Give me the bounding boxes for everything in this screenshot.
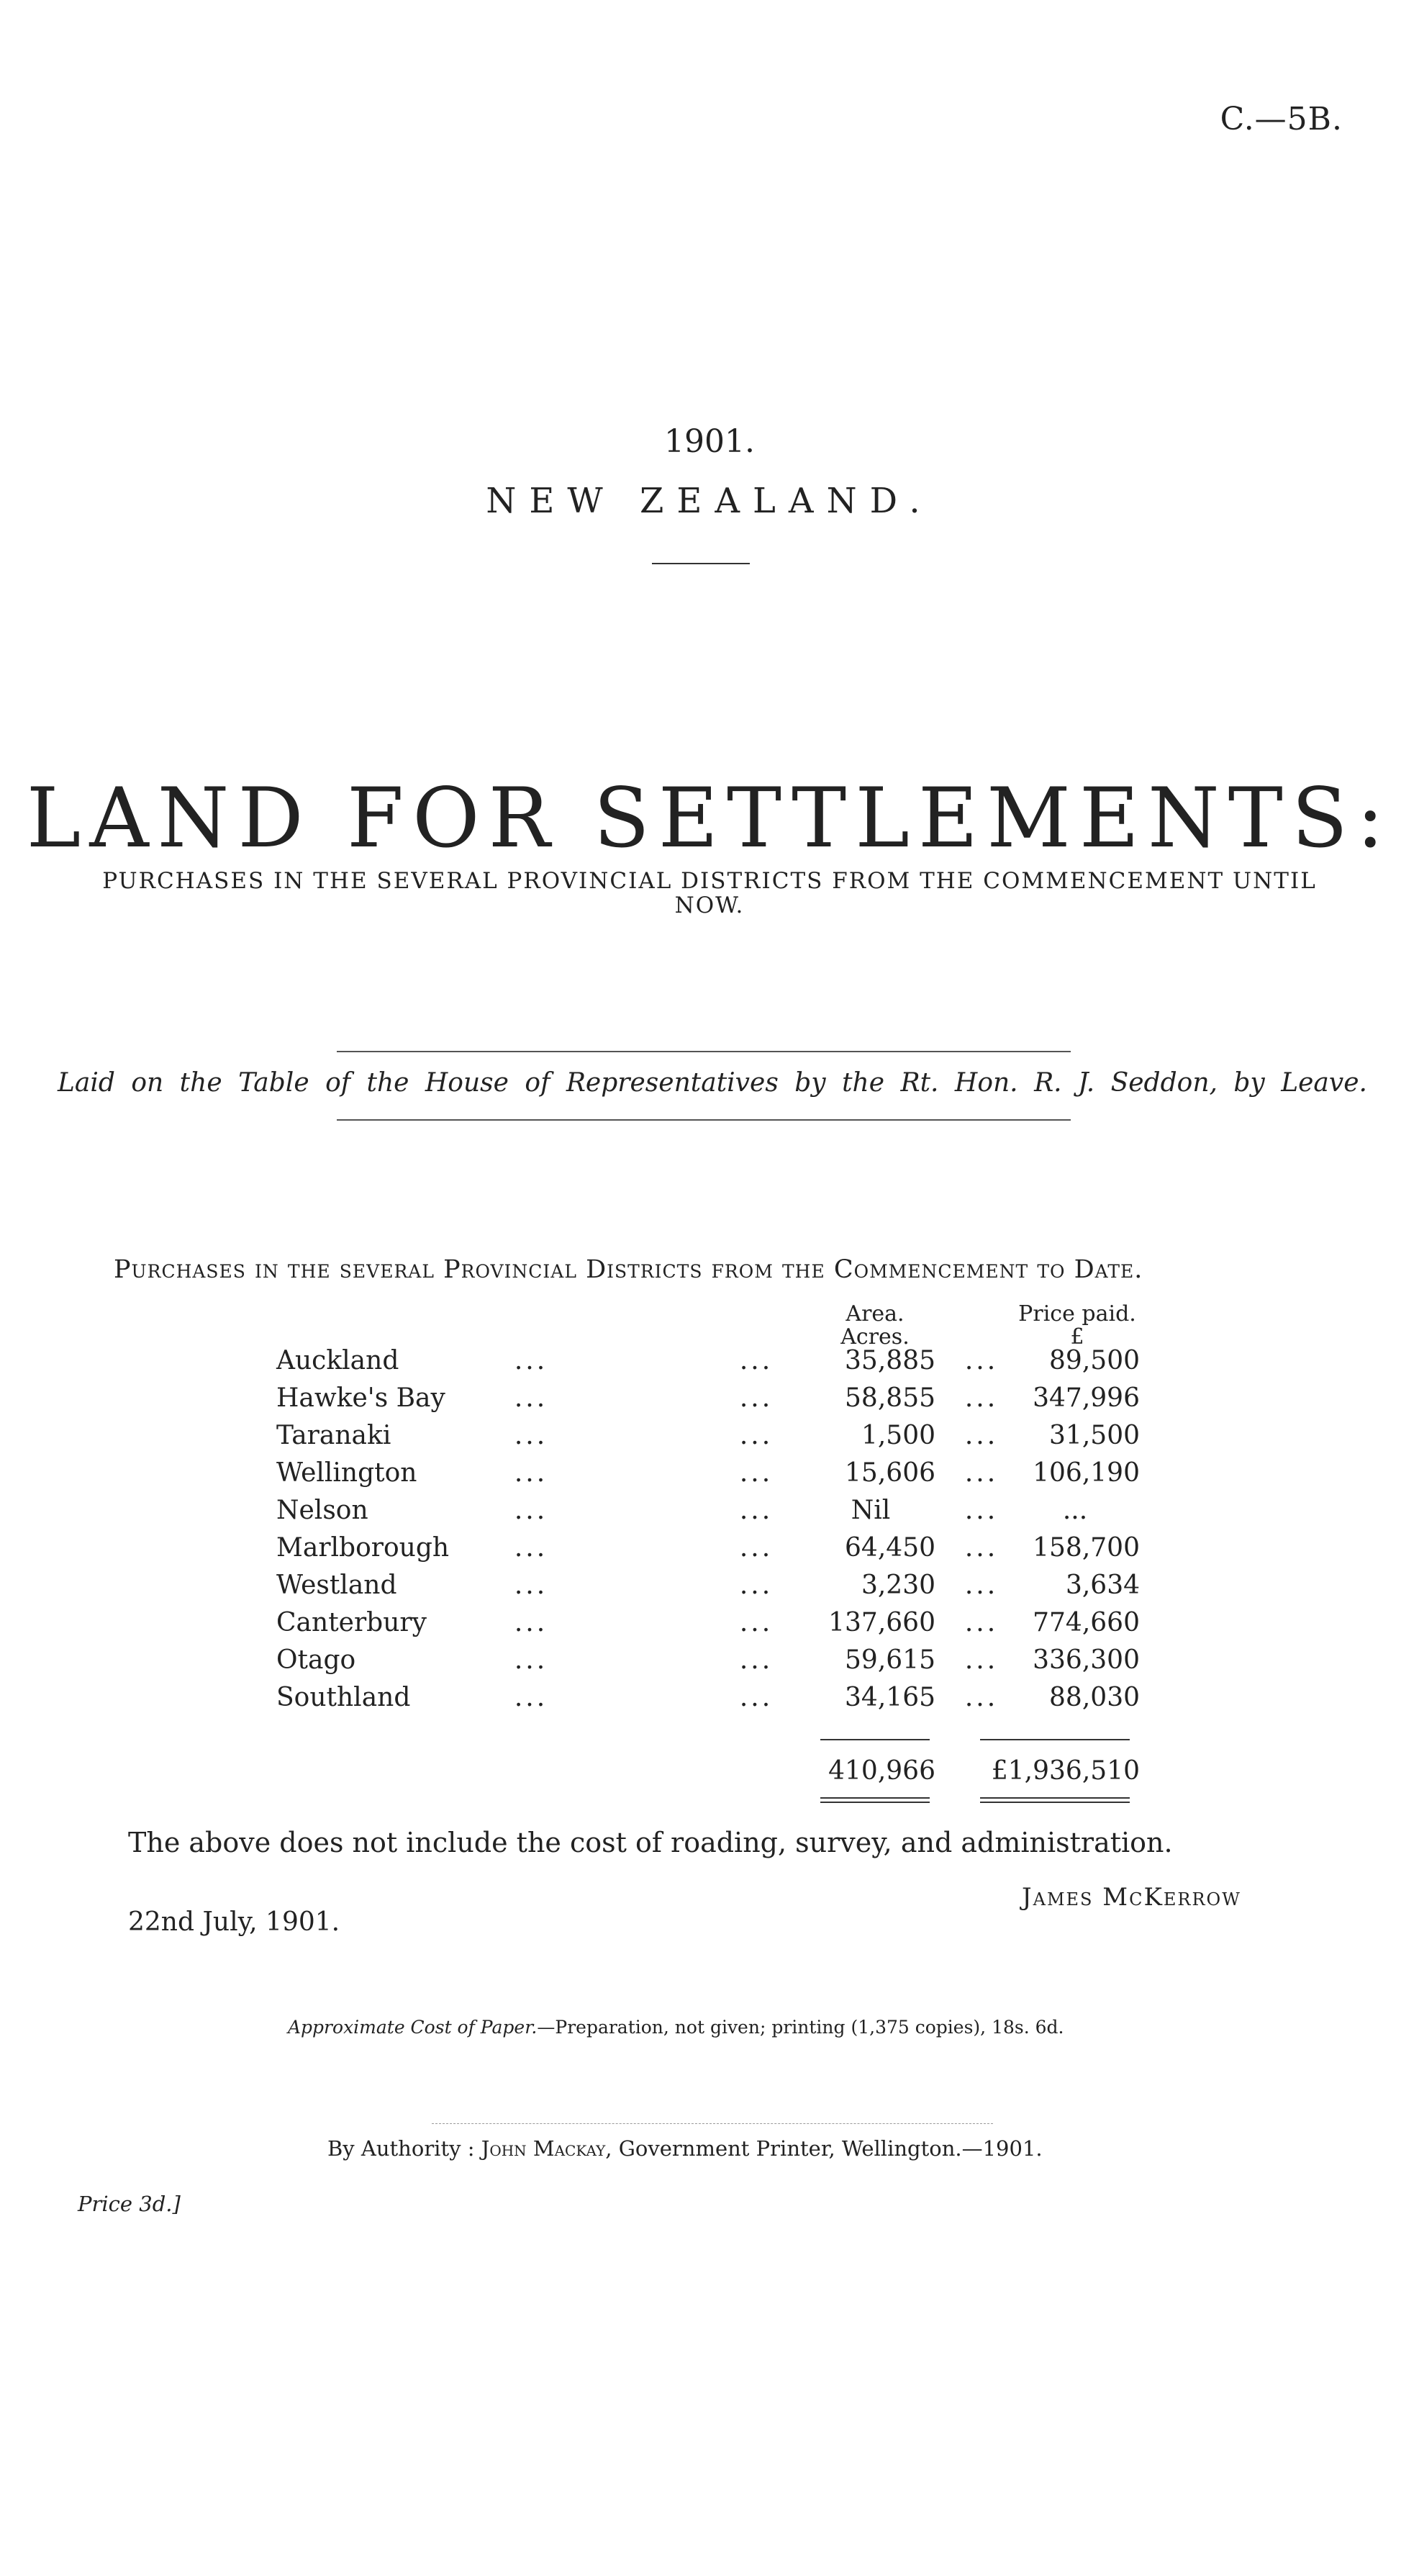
area-value: 58,855 <box>845 1383 935 1413</box>
area-value: 59,615 <box>845 1645 935 1675</box>
price-value: 89,500 <box>1049 1346 1140 1375</box>
district-name: Taranaki <box>276 1421 391 1450</box>
leader-dots: ... ... ... <box>514 1608 999 1637</box>
area-value: 137,660 <box>828 1608 935 1637</box>
document-title: LAND FOR SETTLEMENTS: <box>26 770 1393 866</box>
laid-word: of <box>525 1068 550 1098</box>
laid-word: the <box>366 1068 409 1098</box>
divider <box>652 563 750 564</box>
column-header-price <box>1002 1303 1153 1349</box>
price-value: 347,996 <box>1033 1383 1140 1413</box>
total-rule-area <box>820 1802 930 1803</box>
leader-dots: ... ... ... <box>514 1346 999 1375</box>
price-value: 106,190 <box>1033 1458 1140 1488</box>
subtitle-line-2: NOW. <box>674 892 745 918</box>
document-subtitle <box>60 869 1359 918</box>
district-name: Canterbury <box>276 1608 427 1637</box>
area-value: 34,165 <box>845 1683 935 1712</box>
area-value: 3,230 <box>861 1571 935 1600</box>
total-price: £1,936,510 <box>991 1756 1140 1786</box>
date: 22nd July, 1901. <box>128 1907 340 1937</box>
column-header-area <box>815 1303 935 1349</box>
cost-of-paper <box>288 2017 1064 2038</box>
laid-word: Representatives <box>566 1068 779 1098</box>
laid-word: by <box>1233 1068 1265 1098</box>
printer-imprint <box>327 2136 1043 2161</box>
price-value: 88,030 <box>1049 1683 1140 1712</box>
divider <box>337 1051 1071 1052</box>
divider <box>432 2123 993 2124</box>
total-rule-area <box>820 1797 930 1799</box>
leader-dots: ... ... ... <box>514 1533 999 1563</box>
price-unit: £ <box>1070 1324 1084 1350</box>
cost-text: —Preparation, not given; printing (1,375 copies), 18s. 6d. <box>537 2017 1064 2038</box>
district-name: Southland <box>276 1683 411 1712</box>
laid-word: Seddon, <box>1110 1068 1218 1098</box>
subtotal-rule-area <box>820 1739 930 1740</box>
laid-word: House <box>425 1068 509 1098</box>
document-reference: C.—5B. <box>1220 101 1343 137</box>
printer-name: John Mackay, <box>481 2136 612 2161</box>
area-label: Area. <box>845 1301 905 1327</box>
leader-dots: ... ... ... <box>514 1383 999 1413</box>
cost-label: Approximate Cost of Paper. <box>288 2017 538 2038</box>
area-value: 64,450 <box>845 1533 935 1563</box>
laid-word: on <box>131 1068 164 1098</box>
laid-word: the <box>179 1068 222 1098</box>
price-label: Price paid. <box>1018 1301 1136 1327</box>
laid-on-table-line <box>58 1068 1367 1098</box>
publication-year: 1901. <box>664 423 755 460</box>
district-name: Auckland <box>276 1346 399 1375</box>
total-rule-price <box>980 1797 1130 1799</box>
area-value: 15,606 <box>845 1458 935 1488</box>
leader-dots: ... ... ... <box>514 1496 999 1525</box>
laid-word: Hon. <box>954 1068 1018 1098</box>
district-name: Wellington <box>276 1458 417 1488</box>
laid-word: Rt. <box>900 1068 939 1098</box>
printer-suffix: Government Printer, Wellington.—1901. <box>618 2136 1043 2161</box>
leader-dots: ... ... ... <box>514 1421 999 1450</box>
leader-dots: ... ... ... <box>514 1571 999 1600</box>
laid-word: Table <box>238 1068 309 1098</box>
leader-dots: ... ... ... <box>514 1683 999 1712</box>
country-heading: NEW ZEALAND. <box>486 481 933 521</box>
laid-word: Leave. <box>1281 1068 1367 1098</box>
area-value: Nil <box>851 1496 891 1525</box>
price-value: 158,700 <box>1033 1533 1140 1563</box>
note-text: The above does not include the cost of roading, survey, and administration. <box>128 1827 1173 1858</box>
area-value: 1,500 <box>861 1421 935 1450</box>
subtitle-line-1: PURCHASES IN THE SEVERAL PROVINCIAL DISTRICTS FROM THE COMMENCEMENT UNTIL <box>102 868 1317 894</box>
price-value: 336,300 <box>1033 1645 1140 1675</box>
laid-word: Laid <box>58 1068 115 1098</box>
signatory: James McKerrow <box>1022 1883 1241 1912</box>
table-title: Purchases in the several Provincial Districts from the Commencement to Date. <box>114 1255 1143 1284</box>
laid-word: the <box>842 1068 885 1098</box>
leader-dots: ... ... ... <box>514 1458 999 1488</box>
total-rule-price <box>980 1802 1130 1803</box>
printer-prefix: By Authority : <box>327 2136 475 2161</box>
laid-word: by <box>794 1068 826 1098</box>
subtotal-rule-price <box>980 1739 1130 1740</box>
price-value: 774,660 <box>1033 1608 1140 1637</box>
total-area: 410,966 <box>828 1756 935 1786</box>
price-footer: Price 3d.] <box>78 2192 181 2216</box>
district-name: Otago <box>276 1645 356 1675</box>
laid-word: of <box>325 1068 351 1098</box>
district-name: Hawke's Bay <box>276 1383 445 1413</box>
district-name: Westland <box>276 1571 397 1600</box>
area-unit: Acres. <box>840 1324 910 1350</box>
price-value: 31,500 <box>1049 1421 1140 1450</box>
price-value: ... <box>1062 1496 1088 1525</box>
leader-dots: ... ... ... <box>514 1645 999 1675</box>
laid-word: J. <box>1078 1068 1095 1098</box>
laid-word: R. <box>1034 1068 1062 1098</box>
divider <box>337 1119 1071 1121</box>
price-value: 3,634 <box>1065 1571 1140 1600</box>
area-value: 35,885 <box>845 1346 935 1375</box>
district-name: Nelson <box>276 1496 368 1525</box>
district-name: Marlborough <box>276 1533 450 1563</box>
